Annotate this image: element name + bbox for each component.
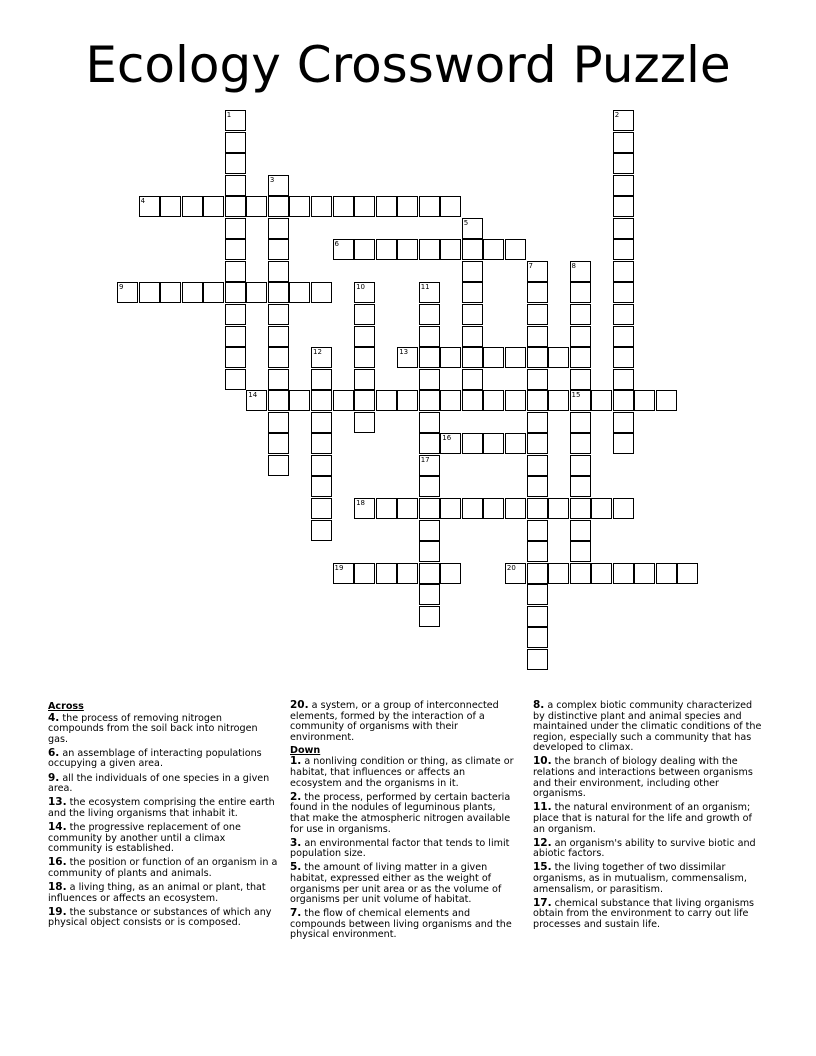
grid-cell[interactable] [397, 239, 418, 260]
clue-number: 13 [399, 348, 409, 357]
clue-number: 4 [140, 197, 146, 206]
grid-cell[interactable] [527, 563, 548, 584]
grid-cell[interactable] [268, 196, 289, 217]
grid-cell[interactable] [527, 584, 548, 605]
grid-cell[interactable] [376, 390, 397, 411]
grid-cell[interactable] [613, 390, 634, 411]
grid-cell[interactable] [419, 196, 440, 217]
clue-number: 3 [269, 175, 275, 184]
down-clue-12 [533, 838, 765, 860]
grid-cell[interactable] [354, 412, 375, 433]
grid-cell[interactable] [246, 390, 267, 411]
grid-cell[interactable] [527, 390, 548, 411]
grid-cell[interactable] [527, 347, 548, 368]
grid-cell[interactable] [613, 175, 634, 196]
clue-number-label: 2. [290, 790, 302, 803]
grid-cell[interactable] [225, 153, 246, 174]
grid-cell[interactable] [376, 196, 397, 217]
grid-cell[interactable] [570, 412, 591, 433]
clue-text: the amount of living matter in a given habitat, expressed either as the weight of organisms per unit area or as the volume of organisms per unit volume of habitat. [290, 862, 502, 906]
clue-number-label: 11. [533, 801, 552, 814]
grid-cell[interactable] [225, 304, 246, 325]
down-clue-17 [533, 898, 765, 931]
clue-number-label: 20. [290, 699, 309, 711]
grid-cell[interactable] [570, 304, 591, 325]
grid-cell[interactable] [570, 326, 591, 347]
across-clue-list-continued [290, 700, 516, 743]
grid-cell[interactable] [117, 282, 138, 303]
grid-cell[interactable] [419, 476, 440, 497]
grid-cell[interactable] [570, 563, 591, 584]
clue-number: 19 [334, 563, 344, 572]
grid-cell[interactable] [505, 390, 526, 411]
grid-cell[interactable] [419, 347, 440, 368]
down-clue-1 [290, 756, 516, 789]
grid-cell[interactable] [419, 433, 440, 454]
grid-cell[interactable] [548, 390, 569, 411]
grid-cell[interactable] [440, 498, 461, 519]
clue-number-label: 19. [48, 905, 67, 918]
grid-cell[interactable] [397, 498, 418, 519]
grid-cell[interactable] [613, 326, 634, 347]
grid-cell[interactable] [354, 282, 375, 303]
clue-text: the substance or substances of which any physical object consists or is composed. [48, 906, 272, 929]
grid-cell[interactable] [289, 282, 310, 303]
clue-text: the flow of chemical elements and compounds between living organisms and the physical environment. [290, 908, 512, 941]
clue-text: the living together of two dissimilar organisms, as in mutualism, commensalism, amensalism, or parasitism. [533, 862, 747, 895]
grid-cell[interactable] [397, 347, 418, 368]
grid-cell[interactable] [139, 282, 160, 303]
grid-cell[interactable] [397, 196, 418, 217]
grid-cell[interactable] [354, 326, 375, 347]
grid-cell[interactable] [354, 304, 375, 325]
grid-cell[interactable] [268, 390, 289, 411]
clue-number: 6 [334, 240, 339, 249]
grid-cell[interactable] [225, 261, 246, 282]
grid-cell[interactable] [419, 584, 440, 605]
grid-cell[interactable] [311, 498, 332, 519]
grid-cell[interactable] [570, 455, 591, 476]
grid-cell[interactable] [527, 261, 548, 282]
grid-cell[interactable] [527, 369, 548, 390]
down-clue-11 [533, 802, 765, 835]
grid-cell[interactable] [419, 498, 440, 519]
grid-cell[interactable] [591, 498, 612, 519]
grid-cell[interactable] [419, 455, 440, 476]
clue-number-label: 7. [290, 907, 302, 920]
grid-cell[interactable] [613, 563, 634, 584]
grid-cell[interactable] [311, 390, 332, 411]
grid-cell[interactable] [311, 369, 332, 390]
grid-cell[interactable] [527, 606, 548, 627]
grid-cell[interactable] [613, 433, 634, 454]
grid-cell[interactable] [656, 563, 677, 584]
grid-cell[interactable] [570, 433, 591, 454]
grid-cell[interactable] [527, 326, 548, 347]
grid-cell[interactable] [311, 476, 332, 497]
grid-cell[interactable] [613, 498, 634, 519]
clue-number-label: 8. [533, 699, 545, 711]
grid-cell[interactable] [354, 196, 375, 217]
grid-cell[interactable] [182, 196, 203, 217]
grid-cell[interactable] [225, 218, 246, 239]
grid-cell[interactable] [570, 282, 591, 303]
grid-cell[interactable] [548, 498, 569, 519]
clue-text: the ecosystem comprising the entire earth and the living organisms that inhabit it. [48, 797, 275, 819]
grid-cell[interactable] [527, 498, 548, 519]
clue-number: 16 [442, 434, 452, 443]
grid-cell[interactable] [462, 282, 483, 303]
grid-cell[interactable] [462, 239, 483, 260]
grid-cell[interactable] [354, 369, 375, 390]
grid-cell[interactable] [397, 563, 418, 584]
grid-cell[interactable] [268, 218, 289, 239]
clue-number: 2 [614, 111, 620, 119]
grid-cell[interactable] [570, 520, 591, 541]
grid-cell[interactable] [462, 261, 483, 282]
grid-cell[interactable] [268, 455, 289, 476]
across-clue-14 [48, 822, 280, 855]
grid-cell[interactable] [634, 390, 655, 411]
clue-text: chemical substance that living organisms obtain from the environment to carry out life processes and sustain life. [533, 897, 755, 930]
clue-text: the branch of biology dealing with the relations and interactions between organisms and their environment, including other organisms. [533, 756, 753, 800]
grid-cell[interactable] [613, 196, 634, 217]
grid-cell[interactable] [419, 390, 440, 411]
grid-cell[interactable] [354, 239, 375, 260]
clue-text: an environmental factor that tends to limit population size. [290, 837, 510, 860]
grid-cell[interactable] [376, 563, 397, 584]
across-clue-6 [48, 748, 280, 770]
down-clue-7 [290, 908, 516, 941]
grid-cell[interactable] [440, 196, 461, 217]
across-clue-list [48, 713, 280, 929]
grid-cell[interactable] [527, 520, 548, 541]
clue-text: a living thing, as an animal or plant, that influences or affects an ecosystem. [48, 881, 266, 904]
grid-cell[interactable] [613, 282, 634, 303]
grid-cell[interactable] [613, 153, 634, 174]
grid-cell[interactable] [289, 196, 310, 217]
grid-cell[interactable] [225, 326, 246, 347]
grid-cell[interactable] [225, 175, 246, 196]
grid-cell[interactable] [225, 196, 246, 217]
grid-cell[interactable] [376, 239, 397, 260]
grid-cell[interactable] [440, 390, 461, 411]
grid-cell[interactable] [268, 175, 289, 196]
grid-cell[interactable] [225, 239, 246, 260]
clue-column-3 [533, 700, 765, 933]
clue-text: the progressive replacement of one community by another until a climax community is established. [48, 821, 241, 855]
down-clue-3 [290, 838, 516, 860]
grid-cell[interactable] [268, 304, 289, 325]
grid-cell[interactable] [462, 498, 483, 519]
grid-cell[interactable] [462, 304, 483, 325]
grid-cell[interactable] [246, 196, 267, 217]
clue-number-label: 14. [48, 820, 67, 833]
clue-text: all the individuals of one species in a given area. [48, 772, 270, 795]
clue-number-label: 18. [48, 880, 67, 893]
clue-text: the process of removing nitrogen compounds from the soil back into nitrogen gas. [48, 712, 258, 745]
clue-number: 7 [528, 261, 533, 270]
grid-cell[interactable] [419, 541, 440, 562]
grid-cell[interactable] [440, 563, 461, 584]
grid-cell[interactable] [527, 282, 548, 303]
grid-cell[interactable] [311, 455, 332, 476]
grid-cell[interactable] [527, 412, 548, 433]
across-clue-16 [48, 857, 280, 879]
down-clue-2 [290, 792, 516, 835]
grid-cell[interactable] [354, 563, 375, 584]
clue-number-label: 3. [290, 836, 302, 849]
across-clue-13 [48, 797, 280, 819]
grid-cell[interactable] [613, 218, 634, 239]
grid-cell[interactable] [613, 347, 634, 368]
grid-cell[interactable] [419, 520, 440, 541]
grid-cell[interactable] [225, 132, 246, 153]
grid-cell[interactable] [548, 563, 569, 584]
grid-cell[interactable] [289, 390, 310, 411]
grid-cell[interactable] [483, 239, 504, 260]
down-clue-list [290, 756, 516, 941]
grid-cell[interactable] [225, 110, 246, 131]
grid-cell[interactable] [548, 347, 569, 368]
grid-cell[interactable] [570, 498, 591, 519]
grid-cell[interactable] [268, 326, 289, 347]
grid-cell[interactable] [570, 541, 591, 562]
puzzle-title: Ecology Crossword Puzzle [85, 36, 731, 94]
grid-cell[interactable] [613, 132, 634, 153]
clue-number: 15 [571, 391, 581, 400]
clue-number: 9 [119, 283, 124, 292]
down-header: Down [290, 744, 321, 756]
grid-cell[interactable] [591, 563, 612, 584]
grid-cell[interactable] [311, 347, 332, 368]
grid-cell[interactable] [613, 304, 634, 325]
clue-number-label: 12. [533, 836, 552, 849]
across-clue-18 [48, 882, 280, 904]
grid-cell[interactable] [419, 563, 440, 584]
grid-cell[interactable] [268, 412, 289, 433]
grid-cell[interactable] [505, 239, 526, 260]
clue-number: 14 [248, 391, 258, 400]
clue-number-label: 1. [290, 755, 302, 768]
grid-cell[interactable] [462, 347, 483, 368]
grid-cell[interactable] [268, 369, 289, 390]
grid-cell[interactable] [333, 239, 354, 260]
grid-cell[interactable] [591, 390, 612, 411]
grid-cell[interactable] [354, 347, 375, 368]
grid-cell[interactable] [268, 282, 289, 303]
grid-cell[interactable] [677, 563, 698, 584]
grid-cell[interactable] [311, 196, 332, 217]
clue-number: 5 [463, 218, 469, 227]
grid-cell[interactable] [419, 282, 440, 303]
across-clue-9 [48, 773, 280, 795]
clue-number: 18 [356, 498, 366, 507]
clue-number: 1 [226, 111, 232, 119]
grid-cell[interactable] [311, 412, 332, 433]
grid-cell[interactable] [505, 498, 526, 519]
grid-cell[interactable] [397, 390, 418, 411]
grid-cell[interactable] [527, 433, 548, 454]
clue-number: 20 [506, 563, 516, 572]
grid-cell[interactable] [527, 476, 548, 497]
grid-cell[interactable] [203, 196, 224, 217]
clue-text: the position or function of an organism in a community of plants and animals. [48, 857, 278, 879]
clue-text: an assemblage of interacting populations occupying a given area. [48, 747, 262, 770]
clue-number-label: 6. [48, 746, 60, 759]
down-clue-8 [533, 700, 765, 754]
grid-cell[interactable] [656, 390, 677, 411]
grid-cell[interactable] [311, 282, 332, 303]
grid-cell[interactable] [419, 304, 440, 325]
grid-cell[interactable] [182, 282, 203, 303]
clue-column-2 [290, 700, 516, 943]
clue-number-label: 5. [290, 861, 302, 874]
down-clue-15 [533, 862, 765, 895]
across-header: Across [48, 701, 84, 712]
grid-cell[interactable] [483, 347, 504, 368]
clue-text: a nonliving condition or thing, as climate or habitat, that influences or affects an ecosystem and the organisms in it. [290, 756, 514, 789]
grid-cell[interactable] [160, 196, 181, 217]
grid-cell[interactable] [268, 239, 289, 260]
grid-cell[interactable] [419, 606, 440, 627]
grid-cell[interactable] [505, 433, 526, 454]
clue-text: the process, performed by certain bacteria found in the nodules of leguminous plants, that make the atmospheric nitrogen available for use in organisms. [290, 791, 511, 835]
grid-cell[interactable] [225, 347, 246, 368]
grid-cell[interactable] [440, 239, 461, 260]
grid-cell[interactable] [570, 369, 591, 390]
clue-number-label: 10. [533, 755, 552, 768]
down-clue-list-continued [533, 700, 765, 930]
grid-cell[interactable] [462, 326, 483, 347]
grid-cell[interactable] [376, 498, 397, 519]
grid-cell[interactable] [462, 369, 483, 390]
grid-cell[interactable] [462, 218, 483, 239]
clue-number-label: 16. [48, 856, 67, 869]
clue-number-label: 9. [48, 771, 60, 784]
grid-cell[interactable] [225, 369, 246, 390]
grid-cell[interactable] [613, 369, 634, 390]
grid-cell[interactable] [333, 196, 354, 217]
grid-cell[interactable] [311, 520, 332, 541]
grid-cell[interactable] [268, 347, 289, 368]
clue-number-label: 13. [48, 796, 67, 809]
grid-cell[interactable] [462, 390, 483, 411]
grid-cell[interactable] [246, 282, 267, 303]
grid-cell[interactable] [570, 476, 591, 497]
grid-cell[interactable] [570, 261, 591, 282]
clue-number-label: 15. [533, 861, 552, 874]
clue-text: a complex biotic community characterized by distinctive plant and animal species and maintained under the climatic conditions of the region, especially such a community that has developed to climax. [533, 700, 762, 754]
grid-cell[interactable] [139, 196, 160, 217]
grid-cell[interactable] [203, 282, 224, 303]
clue-text: a system, or a group of interconnected elements, formed by the interaction of a community of organisms with their environment. [290, 700, 499, 743]
grid-cell[interactable] [462, 433, 483, 454]
grid-cell[interactable] [527, 541, 548, 562]
clue-number-label: 17. [533, 896, 552, 909]
grid-cell[interactable] [440, 347, 461, 368]
clue-number: 8 [571, 261, 576, 270]
grid-cell[interactable] [333, 390, 354, 411]
clue-column-1 [48, 700, 280, 931]
across-clue-20 [290, 700, 516, 743]
clue-text: an organism's ability to survive biotic and abiotic factors. [533, 837, 756, 860]
grid-cell[interactable] [483, 498, 504, 519]
grid-cell[interactable] [268, 433, 289, 454]
grid-cell[interactable] [613, 412, 634, 433]
grid-cell[interactable] [419, 326, 440, 347]
clue-number-label: 4. [48, 711, 60, 724]
grid-cell[interactable] [570, 390, 591, 411]
down-clue-5 [290, 862, 516, 905]
grid-cell[interactable] [527, 627, 548, 648]
grid-cell[interactable] [160, 282, 181, 303]
grid-cell[interactable] [311, 433, 332, 454]
across-clue-4 [48, 713, 280, 746]
grid-cell[interactable] [570, 347, 591, 368]
grid-cell[interactable] [505, 563, 526, 584]
grid-cell[interactable] [419, 369, 440, 390]
grid-cell[interactable] [268, 261, 289, 282]
grid-cell[interactable] [440, 433, 461, 454]
grid-cell[interactable] [527, 455, 548, 476]
grid-cell[interactable] [483, 390, 504, 411]
clue-text: the natural environment of an organism; place that is natural for the life and growth of an organism. [533, 802, 752, 835]
grid-cell[interactable] [613, 261, 634, 282]
grid-cell[interactable] [225, 282, 246, 303]
grid-cell[interactable] [613, 239, 634, 260]
grid-cell[interactable] [527, 304, 548, 325]
across-clue-19 [48, 907, 280, 929]
grid-cell[interactable] [419, 239, 440, 260]
grid-cell[interactable] [354, 498, 375, 519]
grid-cell[interactable] [354, 390, 375, 411]
grid-cell[interactable] [419, 412, 440, 433]
grid-cell[interactable] [505, 347, 526, 368]
clue-number: 10 [356, 283, 366, 292]
grid-cell[interactable] [483, 433, 504, 454]
grid-cell[interactable] [527, 649, 548, 670]
grid-cell[interactable] [634, 563, 655, 584]
clue-number: 12 [313, 348, 322, 357]
down-clue-10 [533, 756, 765, 799]
clue-number: 11 [420, 283, 430, 292]
clue-number: 17 [420, 455, 430, 464]
grid-cell[interactable] [613, 110, 634, 131]
grid-cell[interactable] [333, 563, 354, 584]
